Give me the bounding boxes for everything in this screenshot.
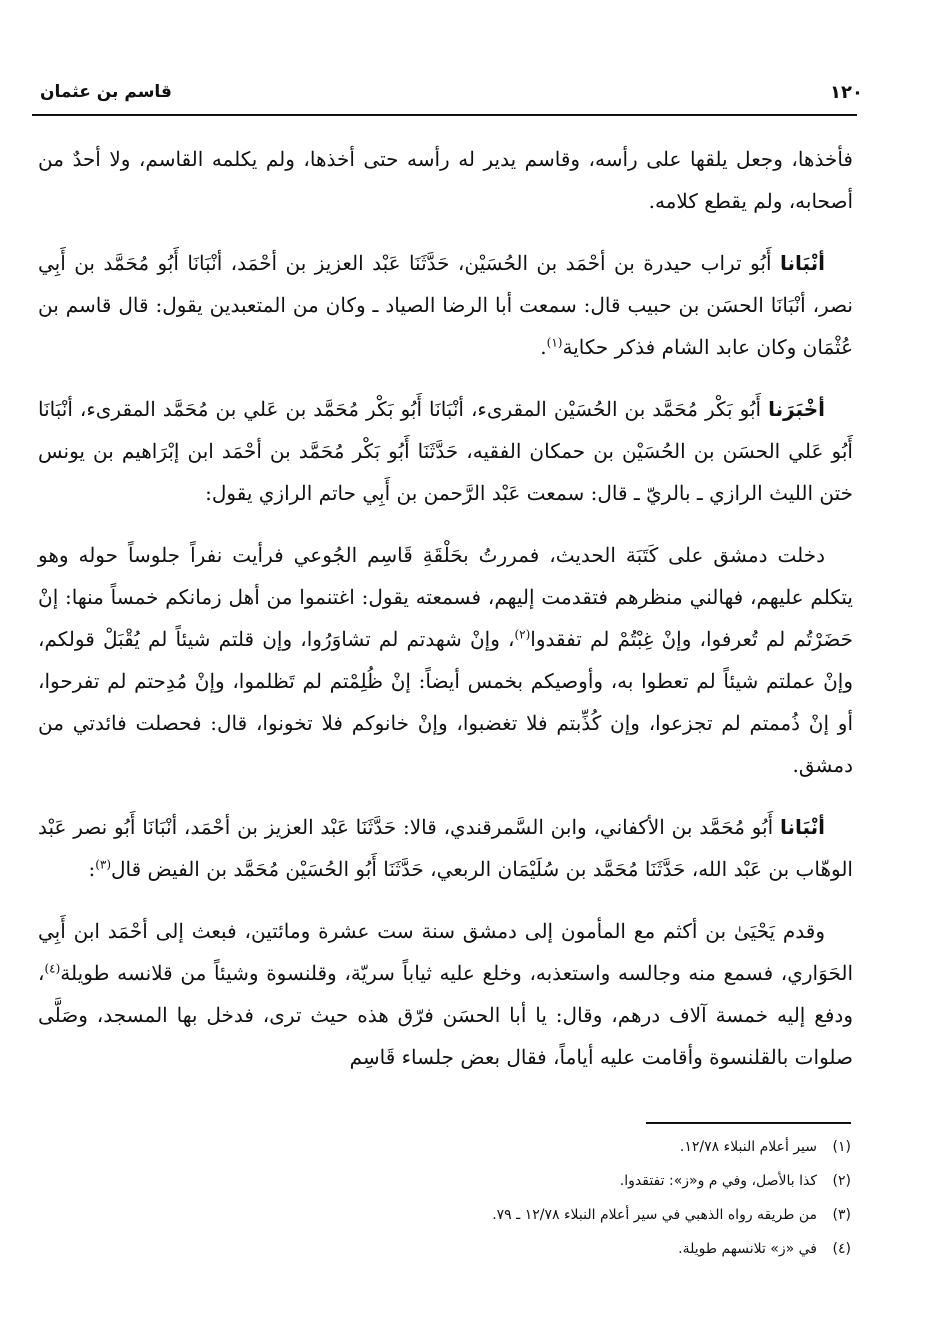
footnote (300, 1130, 851, 1164)
paragraph-text: دخلت دمشق على كَتَبَة الحديث، فمررتُ بحَلْقَةِ قَاسِم الجُوعي فرأيت نفراً جلوساً حوله وهو يتكلم عليهم، فهالني منظرهم فتقدمت إليهم، فسمعته يقول: اغتنموا من أهل زمانكم خمساً منها: إنْ حَضَرْتُم لم تُعرفوا، وإنْ غِبْتُمْ لم تفقدوا (38, 543, 854, 651)
page-number: ١٢٠ (830, 81, 863, 103)
paragraph-text: أَبُو تراب حيدرة بن أحْمَد بن الحُسَيْن، حَدَّثَنَا عَبْد العزيز بن أحْمَد، أنْبَانَا أَبُو مُحَمَّد بن أَبِي نصر، أنْبَانَا الحسَن بن حبيب قال: سمعت أبا الرضا الصياد ـ وكان من المتعبدين يقول: قال قاسم بن عُثْمَان وكان عابد الشام فذكر حكاية (38, 251, 853, 359)
footnote-number: (٣) (832, 1207, 851, 1223)
paragraph-text: أَبُو بَكْر مُحَمَّد بن الحُسَيْن المقرىء، أنْبَانَا أَبُو بَكْر مُحَمَّد بن عَلي بن مُحَمَّد المقرىء، أنْبَانَا أَبُو عَلي الحسَن بن الحُسَيْن بن حمكان الفقيه، حَدَّثَنَا أَبُو بَكْر مُحَمَّد بن أحْمَد ابن إبْرَاهيم بن يونس ختن الليث الرازي ـ بالريّ ـ قال: سمعت عَبْد الرَّحمن بن أَبِي حاتم الرازي يقول: (38, 397, 853, 505)
footnote-text: من طريقه رواه الذهبي في سير أعلام النبلاء ١٢/٧٨ ـ ٧٩. (492, 1207, 817, 1223)
footnote-rule (646, 1122, 851, 1124)
paragraph (38, 910, 853, 1078)
paragraph (38, 242, 853, 368)
footnote-text: في «ز» تلانسهم طويلة. (678, 1241, 817, 1257)
footnote-number: (٢) (832, 1173, 851, 1189)
footnote-text: كذا بالأصل، وفي م و«ز»: تفتقدوا. (619, 1173, 817, 1189)
footnote (300, 1198, 851, 1232)
paragraph (38, 138, 853, 222)
footnote (300, 1232, 851, 1266)
footnote-ref[interactable]: (٤) (44, 961, 61, 976)
footnote-ref[interactable]: (١) (546, 335, 563, 350)
paragraph-tail: . (540, 335, 547, 359)
paragraph-text: وقدم يَحْيَىٰ بن أكثم مع المأمون إلى دمشق سنة ست عشرة ومائتين، فبعث إلى أحْمَد ابن أَبِي الحَوَاري، فسمع منه وجالسه واستعذبه، وخلع عليه ثياباً سريّة، وقلنسوة وشيئاً من قلانسه طويلة (38, 919, 854, 985)
paragraph (38, 534, 853, 786)
footnote-ref[interactable]: (٢) (514, 627, 531, 642)
paragraph-text: فأخذها، وجعل يلقها على رأسه، وقاسم يدير له رأسه حتى أخذها، ولم يكلمه القاسم، ولا أحدٌ من أصحابه، ولم يقطع كلامه. (38, 147, 853, 213)
paragraph-lead-word: أنْبَانا (779, 815, 826, 839)
footnote-number: (١) (832, 1139, 851, 1155)
header-rule (32, 114, 857, 116)
paragraph (38, 806, 853, 890)
paragraph-tail: ، وإنْ شهدتم لم تشاوَرُوا، وإن قلتم شيئاً لم يُقْبَلْ قولكم، وإنْ عملتم شيئاً لم تعطوا به، وأوصيكم بخمس أيضاً: إنْ ظُلِمْتم لم تَظلموا، وإنْ مُدِحتم لم تفرحوا، أو إنْ ذُممتم لم تجزعوا، وإن كُذِّبتم فلا تغضبوا، وإنْ خانوكم فلا تخونوا، قال: فحصلت فائدتي من دمشق. (38, 627, 853, 777)
page-header (40, 72, 863, 112)
footnotes (300, 1130, 851, 1266)
footnote-ref[interactable]: (٣) (95, 857, 112, 872)
running-title: قاسم بن عثمان (40, 82, 172, 102)
paragraph-text: أَبُو مُحَمَّد بن الأكفاني، وابن السَّمرقندي، قالا: حَدَّثَنَا عَبْد العزيز بن أحْمَد، أنْبَانَا أَبُو نصر عَبْد الوهّاب بن عَبْد الله، حَدَّثَنَا مُحَمَّد بن سُلَيْمَان الربعي، حَدَّثَنَا أَبُو الحُسَيْن مُحَمَّد بن الفيض قال (38, 815, 853, 881)
paragraph-tail: ، ودفع إليه خمسة آلاف درهم، وقال: يا أبا الحسَن فرّق هذه حيث ترى، فدخل بها المسجد، وصَلَّى صلوات بالقلنسوة وأقامت عليه أياماً، فقال بعض جلساء قَاسِم (38, 961, 853, 1069)
body-text (38, 138, 853, 1098)
paragraph (38, 388, 853, 514)
footnote-number: (٤) (832, 1241, 851, 1257)
footnote-text: سير أعلام النبلاء ١٢/٧٨. (679, 1139, 817, 1155)
paragraph-tail: : (88, 857, 96, 881)
paragraph-lead-word: أنْبَانا (779, 251, 826, 275)
paragraph-lead-word: أخْبَرَنا (768, 397, 825, 421)
footnote (300, 1164, 851, 1198)
